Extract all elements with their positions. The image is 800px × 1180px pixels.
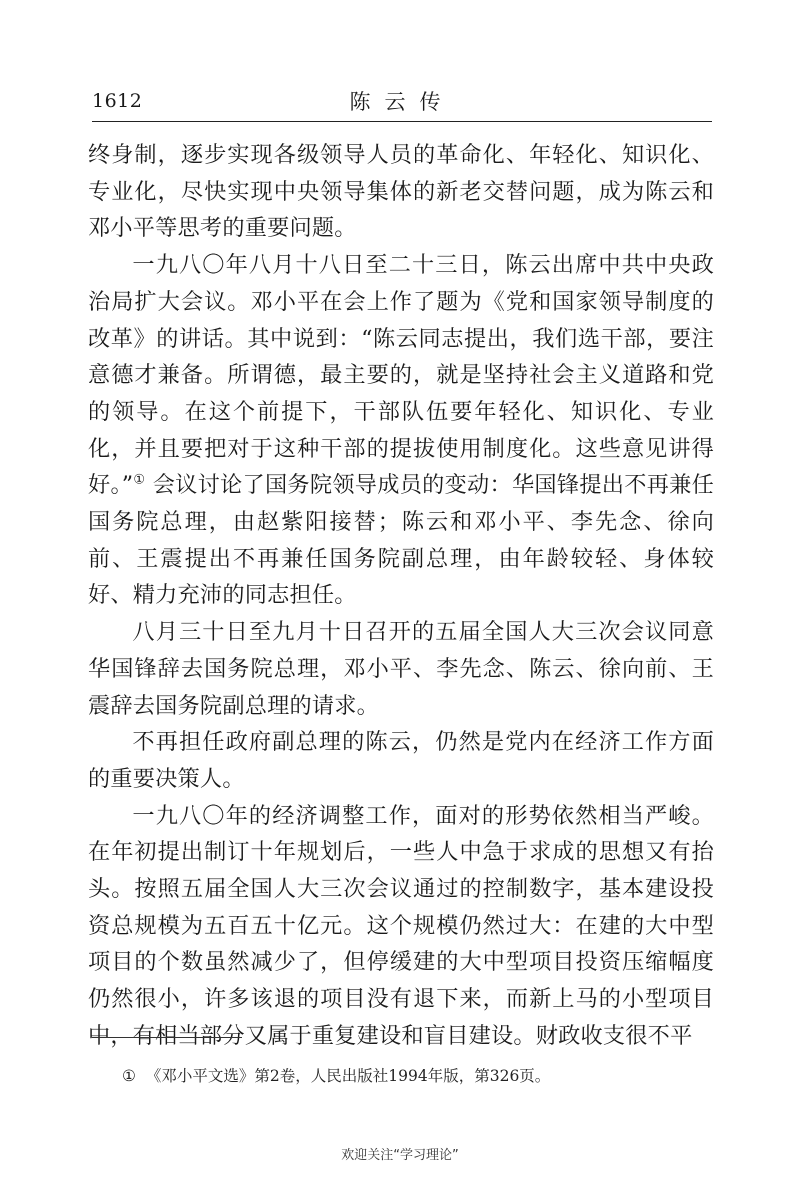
paragraph-2 (88, 247, 714, 614)
footnote (122, 1065, 712, 1087)
footnote-mark: ① (122, 1067, 136, 1085)
running-title: 陈云传 (349, 90, 455, 114)
page-header (92, 78, 712, 114)
header-rule (92, 121, 712, 122)
paragraph-3: 八月三十日至九月十日召开的五届全国人大三次会议同意华国锋辞去国务院总理，邓小平、李先念、陈云、徐向前、王震辞去国务院副总理的请求。 (88, 619, 714, 719)
footnote-text: 《邓小平文选》第2卷，人民出版社1994年版，第326页。 (145, 1067, 551, 1085)
paragraph-1: 终身制，逐步实现各级领导人员的革命化、年轻化、知识化、专业化，尽快实现中央领导集体的新老交替问题，成为陈云和邓小平等思考的重要问题。 (88, 142, 714, 242)
footnote-rule (92, 1037, 242, 1038)
body-text (88, 137, 714, 1055)
footnote-reference[interactable]: ① (133, 472, 146, 488)
paragraph-4: 不再担任政府副总理的陈云，仍然是党内在经济工作方面的重要决策人。 (88, 729, 714, 792)
paragraph-5: 一九八〇年的经济调整工作，面对的形势依然相当严峻。在年初提出制订十年规划后，一些人中急于求成的思想又有抬头。按照五届全国人大三次会议通过的控制数字，基本建设投资总规模为五百五十亿元。这个规模仍然过大：在建的大中型项目的个数虽然减少了，但停缓建的大中型项目投资压缩幅度仍然很小，许多该退的项目没有退下来，而新上马的小型项目中，有相当部分又属于重复建设和盲目建设。财政收支很不平 (88, 802, 714, 1049)
page-number: 1612 (92, 90, 143, 112)
paragraph-2-text: 一九八〇年八月十八日至二十三日，陈云出席中共中央政治局扩大会议。邓小平在会上作了题为《党和国家领导制度的改革》的讲话。其中说到：“陈云同志提出，我们选干部，要注意德才兼备。所谓德，最主要的，就是坚持社会主义道路和党的领导。在这个前提下，干部队伍要年轻化、知识化、专业化，并且要把对于这种干部的提拔使用制度化。这些意见讲得好。” (88, 252, 714, 499)
watermark-caption: 欢迎关注“学习理论” (341, 1148, 459, 1163)
paragraph-2-continuation: 会议讨论了国务院领导成员的变动：华国锋提出不再兼任国务院总理，由赵紫阳接替；陈云和邓小平、李先念、徐向前、王震提出不再兼任国务院副总理，由年龄较轻、身体较好、精力充沛的同志担任。 (88, 472, 715, 609)
